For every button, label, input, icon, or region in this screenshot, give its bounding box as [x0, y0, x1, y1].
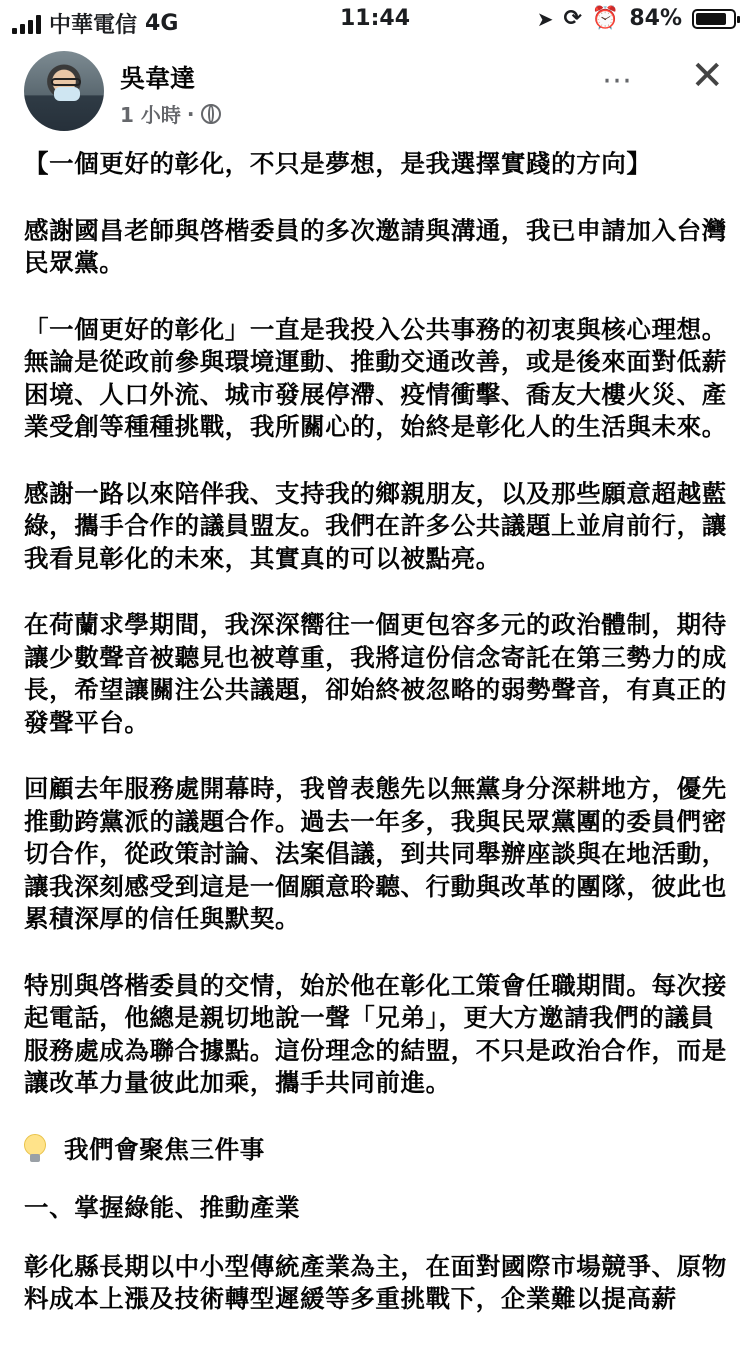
status-time: 11:44 — [339, 6, 411, 31]
carrier-label: 中華電信 — [49, 13, 138, 38]
item-heading: 一、掌握綠能、推動產業 — [24, 1193, 301, 1222]
paragraph: 感謝一路以來陪伴我、支持我的鄉親朋友，以及那些願意超越藍綠，攜手合作的議員盟友。我們在許多公共議題上並肩前行，讓我看見彰化的未來，其實真的可以被點亮。 — [24, 478, 727, 573]
light-bulb-icon — [24, 1134, 46, 1162]
post-body — [24, 148, 728, 1350]
avatar-glasses — [51, 78, 81, 86]
close-icon[interactable]: ✕ — [690, 53, 724, 99]
paragraph: 在荷蘭求學期間，我深深嚮往一個更包容多元的政治體制，期待讓少數聲音被聽見也被尊重，我將這份信念寄託在第三勢力的成長，希望讓關注公共議題，卻始終被忽略的弱勢聲音，有真正的發聲平台。 — [24, 610, 727, 737]
network-label: 4G — [145, 11, 179, 36]
location-arrow-icon: ➤ — [536, 6, 554, 31]
paragraph: 感謝國昌老師與啓楷委員的多次邀請與溝通，我已申請加入台灣民眾黨。 — [24, 215, 727, 277]
section-heading-row — [24, 1134, 728, 1167]
post-time[interactable]: 1 小時 — [120, 103, 181, 127]
author-name[interactable]: 吳韋達 — [120, 64, 196, 93]
post-meta — [120, 99, 221, 128]
paragraph: 特別與啓楷委員的交情，始於他在彰化工策會任職期間。每次接起電話，他總是親切地說一聲「兄弟」，更大方邀請我們的議員服務處成為聯合據點。這份理念的結盟，不只是政治合作，而是讓改革力量彼此加乘，攜手共同前進。 — [24, 970, 727, 1097]
post-header — [0, 45, 750, 135]
globe-icon — [201, 104, 221, 124]
orientation-lock-icon: ⟳ — [563, 6, 582, 31]
more-options-icon[interactable]: ⋯ — [602, 63, 634, 98]
meta-dot: · — [186, 101, 195, 126]
avatar[interactable] — [24, 51, 104, 131]
paragraph: 回顧去年服務處開幕時，我曾表態先以無黨身分深耕地方，優先推動跨黨派的議題合作。過去一年多，我與民眾黨團的委員們密切合作，從政策討論、法案倡議，到共同舉辦座談與在地活動，讓我深刻感受到這是一個願意聆聽、行動與改革的團隊，彼此也累積深厚的信任與默契。 — [24, 774, 727, 933]
battery-icon — [692, 9, 736, 29]
alarm-icon: ⏰ — [591, 6, 620, 31]
paragraph: 「一個更好的彰化」一直是我投入公共事務的初衷與核心理想。無論是從政前參與環境運動、推動交通改善，或是後來面對低薪困境、人口外流、城市發展停滯、疫情衝擊、喬友大樓火災、產業受創等種種挑戰，我所關心的，始終是彰化人的生活與未來。 — [24, 314, 727, 441]
post-title: 【一個更好的彰化，不只是夢想，是我選擇實踐的方向】 — [24, 149, 652, 178]
avatar-mask — [54, 87, 80, 101]
battery-percent: 84% — [629, 6, 682, 31]
section-heading: 我們會聚焦三件事 — [64, 1134, 265, 1164]
status-right — [537, 6, 736, 31]
paragraph: 彰化縣長期以中小型傳統產業為主，在面對國際市場競爭、原物料成本上漲及技術轉型遲緩等多重挑戰下，企業難以提高薪 — [24, 1251, 727, 1313]
status-bar — [0, 0, 750, 40]
